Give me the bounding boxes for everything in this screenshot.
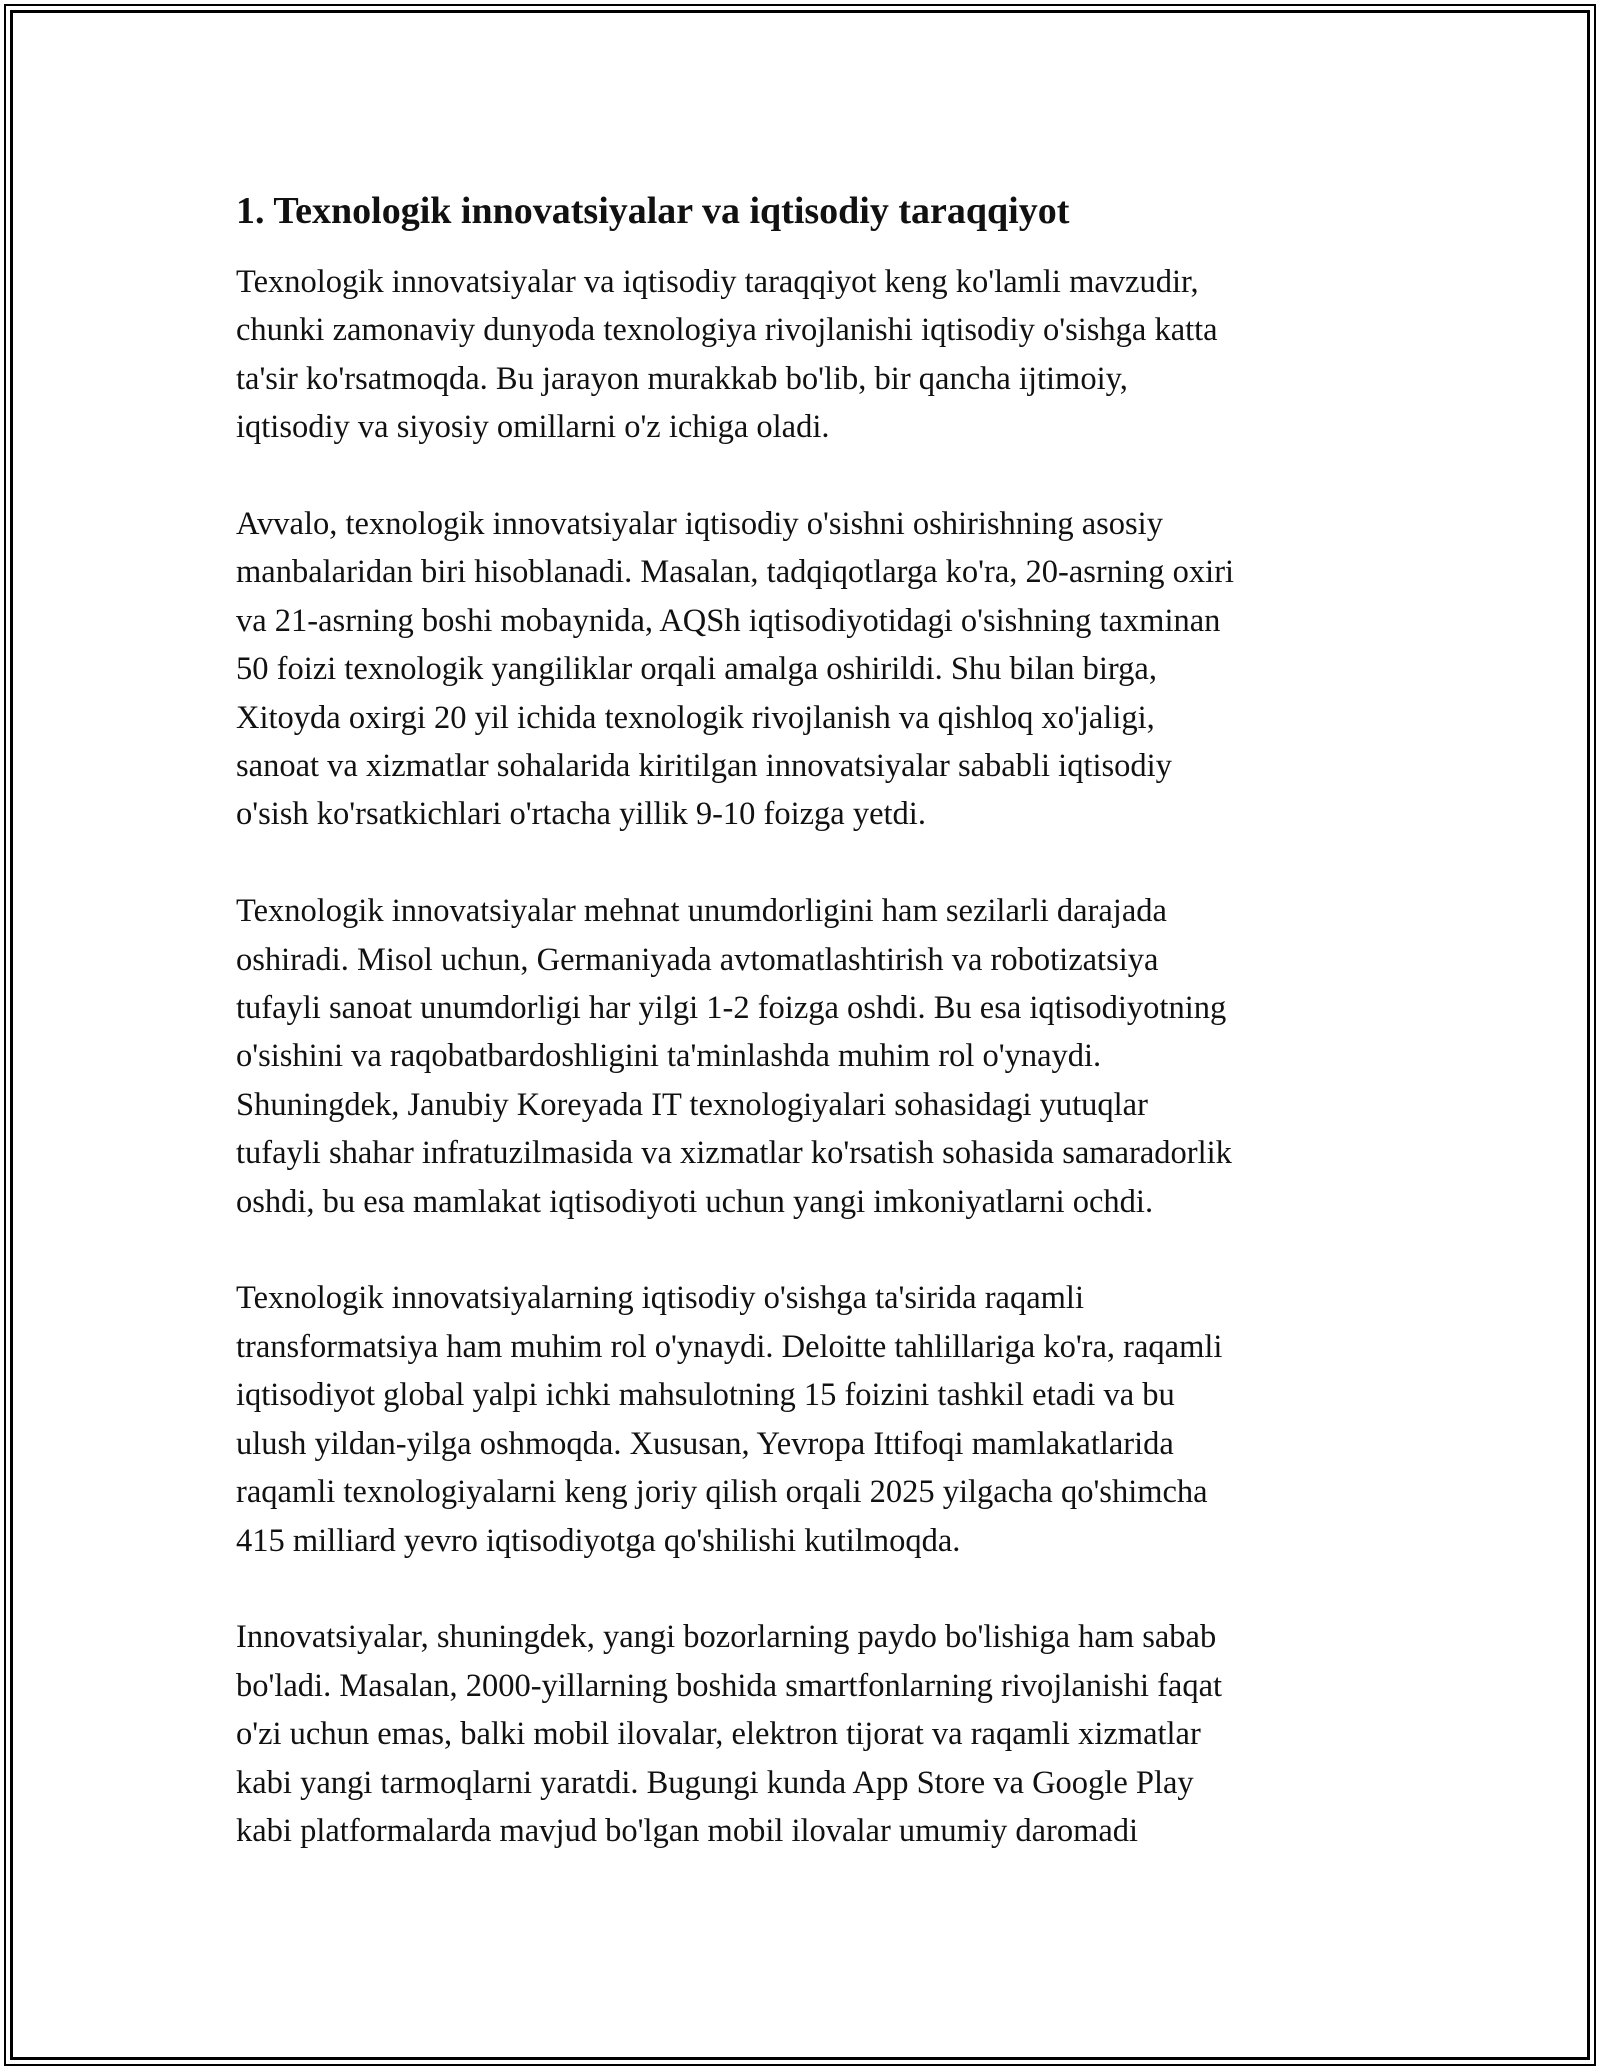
text-line: chunki zamonaviy dunyoda texnologiya rivojlanishi iqtisodiy o'sishga katta (236, 312, 1218, 349)
paragraph-4 (236, 1274, 1366, 1564)
text-line: kabi yangi tarmoqlarni yaratdi. Bugungi kunda App Store va Google Play (236, 1764, 1194, 1801)
text-line: Innovatsiyalar, shuningdek, yangi bozorlarning paydo bo'lishiga ham sabab (236, 1619, 1217, 1656)
text-line: bo'ladi. Masalan, 2000-yillarning boshida smartfonlarning rivojlanishi faqat (236, 1667, 1223, 1704)
text-line: ta'sir ko'rsatmoqda. Bu jarayon murakkab bo'lib, bir qancha ijtimoiy, (236, 360, 1128, 397)
section-title: 1. Texnologik innovatsiyalar va iqtisodiy taraqqiyot (236, 190, 1070, 232)
text-line: Shuningdek, Janubiy Koreyada IT texnologiyalari sohasidagi yutuqlar (236, 1086, 1148, 1123)
paragraph-1 (236, 258, 1366, 452)
paragraph-2 (236, 500, 1366, 839)
text-line: 415 milliard yevro iqtisodiyotga qo'shilishi kutilmoqda. (236, 1522, 961, 1559)
text-line: manbalaridan biri hisoblanadi. Masalan, tadqiqotlarga ko'ra, 20-asrning oxiri (236, 554, 1235, 591)
text-line: Texnologik innovatsiyalar va iqtisodiy taraqqiyot keng ko'lamli mavzudir, (236, 264, 1199, 300)
text-line: oshdi, bu esa mamlakat iqtisodiyoti uchun yangi imkoniyatlarni ochdi. (236, 1183, 1154, 1220)
text-line: Texnologik innovatsiyalarning iqtisodiy o'sishga ta'sirida raqamli (236, 1280, 1084, 1317)
text-line: raqamli texnologiyalarni keng joriy qilish orqali 2025 yilgacha qo'shimcha (236, 1474, 1208, 1511)
paragraph-5 (236, 1613, 1366, 1855)
text-line: ulush yildan-yilga oshmoqda. Xususan, Yevropa Ittifoqi mamlakatlarida (236, 1425, 1174, 1462)
text-line: iqtisodiyot global yalpi ichki mahsulotning 15 foizini tashkil etadi va bu (236, 1377, 1175, 1414)
text-line: o'zi uchun emas, balki mobil ilovalar, elektron tijorat va raqamli xizmatlar (236, 1716, 1201, 1753)
text-line: o'sish ko'rsatkichlari o'rtacha yillik 9-10 foizga yetdi. (236, 796, 926, 833)
text-line: iqtisodiy va siyosiy omillarni o'z ichiga oladi. (236, 409, 830, 446)
text-line: 50 foizi texnologik yangiliklar orqali amalga oshirildi. Shu bilan birga, (236, 651, 1157, 688)
text-line: transformatsiya ham muhim rol o'ynaydi. Deloitte tahlillariga ko'ra, raqamli (236, 1328, 1223, 1365)
text-line: tufayli shahar infratuzilmasida va xizmatlar ko'rsatish sohasida samaradorlik (236, 1135, 1232, 1172)
document-body (236, 186, 1366, 1904)
text-line: Avvalo, texnologik innovatsiyalar iqtisodiy o'sishni oshirishning asosiy (236, 506, 1163, 543)
paragraph-3 (236, 887, 1366, 1226)
text-line: Texnologik innovatsiyalar mehnat unumdorligini ham sezilarli darajada (236, 893, 1167, 930)
text-line: kabi platformalarda mavjud bo'lgan mobil ilovalar umumiy daromadi (236, 1812, 1139, 1849)
text-line: o'sishini va raqobatbardoshligini ta'minlashda muhim rol o'ynaydi. (236, 1038, 1102, 1075)
text-line: tufayli sanoat unumdorligi har yilgi 1-2 foizga oshdi. Bu esa iqtisodiyotning (236, 990, 1227, 1027)
text-line: va 21-asrning boshi mobaynida, AQSh iqtisodiyotidagi o'sishning taxminan (236, 602, 1221, 639)
text-line: sanoat va xizmatlar sohalarida kiritilgan innovatsiyalar sababli iqtisodiy (236, 748, 1172, 785)
text-line: Xitoyda oxirgi 20 yil ichida texnologik rivojlanish va qishloq xo'jaligi, (236, 699, 1155, 736)
text-line: oshiradi. Misol uchun, Germaniyada avtomatlashtirish va robotizatsiya (236, 941, 1159, 978)
